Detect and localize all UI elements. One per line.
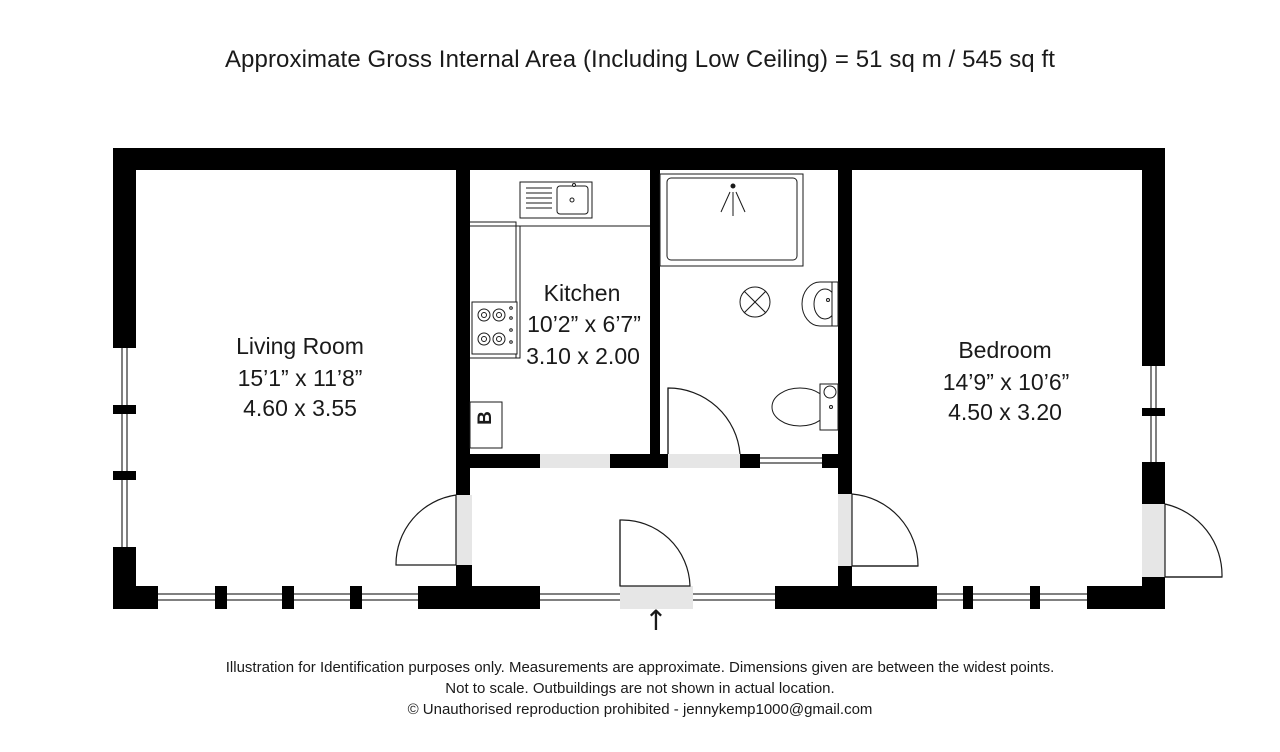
gross-area-title: Approximate Gross Internal Area (Including Low Ceiling) = 51 sq m / 545 sq ft [224,46,1056,73]
living-room-metric: 4.60 x 3.55 [243,395,357,421]
toilet-icon [772,384,838,430]
bedroom-metric: 4.50 x 3.20 [948,399,1062,425]
door-openings [456,454,1165,609]
entrance-arrow-icon: ↑ [644,604,668,637]
bathroom-fixtures [660,174,838,430]
extractor-fan-icon [740,287,770,317]
kitchen-label [526,280,641,369]
bedroom-name: Bedroom [958,337,1052,363]
bathroom-window [760,458,822,463]
bedroom-label [943,337,1070,425]
disclaimer-footer [0,657,1280,720]
boiler-label: B [475,411,497,425]
bedroom-imperial: 14’9” x 10’6” [942,369,1070,395]
disclaimer-line-2: Not to scale. Outbuildings are not shown in actual location. [445,680,835,697]
copyright-line: © Unauthorised reproduction prohibited - jennykemp1000@gmail.com [407,701,873,718]
hob-icon [472,302,517,354]
kitchen-metric: 3.10 x 2.00 [526,343,640,369]
kitchen-name: Kitchen [543,280,621,306]
living-room-imperial: 15’1” x 11’8” [237,365,363,391]
washbasin-icon [802,282,838,326]
sink-icon [520,182,592,218]
living-room-label [236,333,364,421]
living-room-name: Living Room [236,333,364,359]
disclaimer-line-1: Illustration for Identification purposes only. Measurements are approximate. Dimensions given are between the widest points. [225,659,1055,676]
shower-icon [660,174,803,266]
kitchen-imperial: 10’2” x 6’7” [527,311,641,337]
